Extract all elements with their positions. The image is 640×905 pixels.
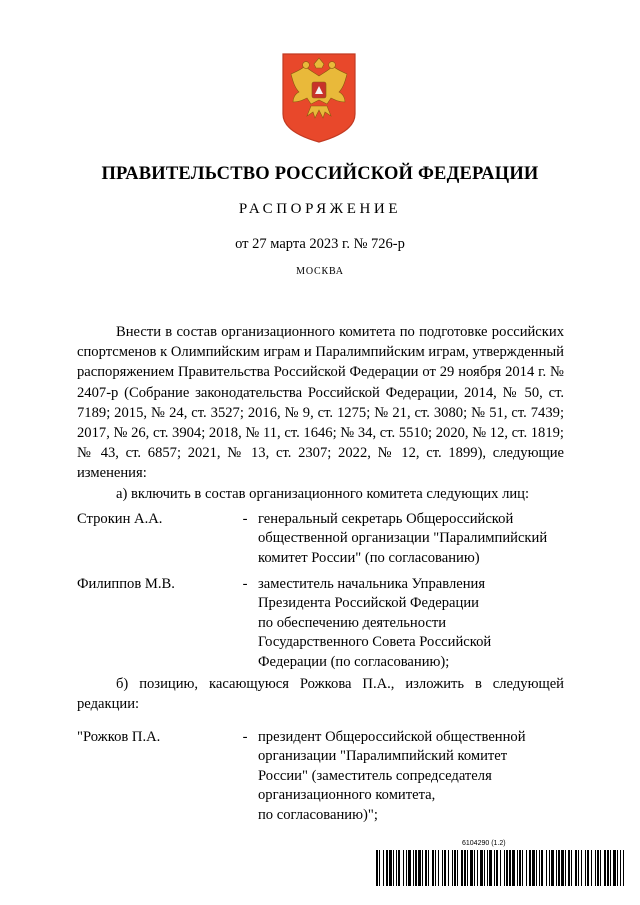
description-line: заместитель начальника Управления (258, 576, 486, 592)
description-line: организационного комитета, (258, 787, 436, 804)
coat-of-arms-icon (279, 52, 359, 144)
description-line: организации "Паралимпийский комитет (258, 748, 508, 765)
person-description (258, 728, 563, 825)
description-line: по согласованию)"; (258, 806, 378, 823)
description-line: президент Общероссийской общественной (258, 729, 526, 745)
person-entry-strokin (77, 510, 567, 570)
person-dash: - (242, 511, 248, 527)
description-line: Государственного Совета Российской (258, 634, 492, 651)
person-name: "Рожков П.А. (77, 729, 161, 745)
person-name: Филиппов М.В. (77, 576, 175, 592)
description-line: общественной организации "Паралимпийский (258, 530, 548, 547)
description-line: генеральный секретарь Общероссийской (258, 511, 514, 527)
description-line: комитет России" (по согласованию) (258, 549, 480, 566)
description-line: Федерации (по согласованию); (258, 653, 450, 670)
description-line: Президента Российской Федерации (258, 595, 479, 612)
person-dash: - (242, 576, 248, 592)
description-line: России" (заместитель сопредседателя (258, 767, 492, 784)
item-a-paragraph: а) включить в состав организационного комитета следующих лиц: (116, 485, 530, 502)
document-city: МОСКВА (296, 266, 344, 277)
person-entry-rozhkov (77, 728, 567, 826)
document-dateline: от 27 марта 2023 г. № 726-р (235, 236, 405, 252)
person-dash: - (242, 729, 248, 745)
person-entry-filippov (77, 575, 567, 673)
intro-paragraph: Внести в состав организационного комитета по подготовке российских спортсменов к Олимпийским играм и Паралимпийским играм, утвержденный распоряжением Правительства Российской Федерации от 29 ноября 2014 г. № 2407-р (Собрание законодательства Российской Федерации, 2014, № 50, ст. 7189; 2015, № 24, ст. 3527; 2016, № 9, ст. 1275; № 21, ст. 3080; № 51, ст. 7439; 2017, № 26, ст. 3904; 2018, № 11, ст. 1646; № 34, ст. 5510; 2020, № 12, ст. 1819; № 43, ст. 6857; 2021, № 13, ст. 2307; 2022, № 12, ст. 1899), следующие изменения: (77, 324, 564, 482)
description-line: по обеспечению деятельности (258, 614, 447, 631)
person-description (258, 575, 563, 672)
person-name: Строкин А.А. (77, 511, 163, 527)
organization-title: ПРАВИТЕЛЬСТВО РОССИЙСКОЙ ФЕДЕРАЦИИ (101, 164, 539, 184)
barcode-icon (376, 850, 624, 886)
item-b-paragraph: б) позицию, касающуюся Рожкова П.А., изложить в следующей редакции: (77, 676, 564, 713)
barcode-number: 6104290 (1.2) (462, 840, 506, 847)
person-description (258, 510, 563, 568)
document-body (77, 322, 564, 504)
document-type: РАСПОРЯЖЕНИЕ (238, 201, 402, 217)
item-b-block (77, 674, 564, 714)
